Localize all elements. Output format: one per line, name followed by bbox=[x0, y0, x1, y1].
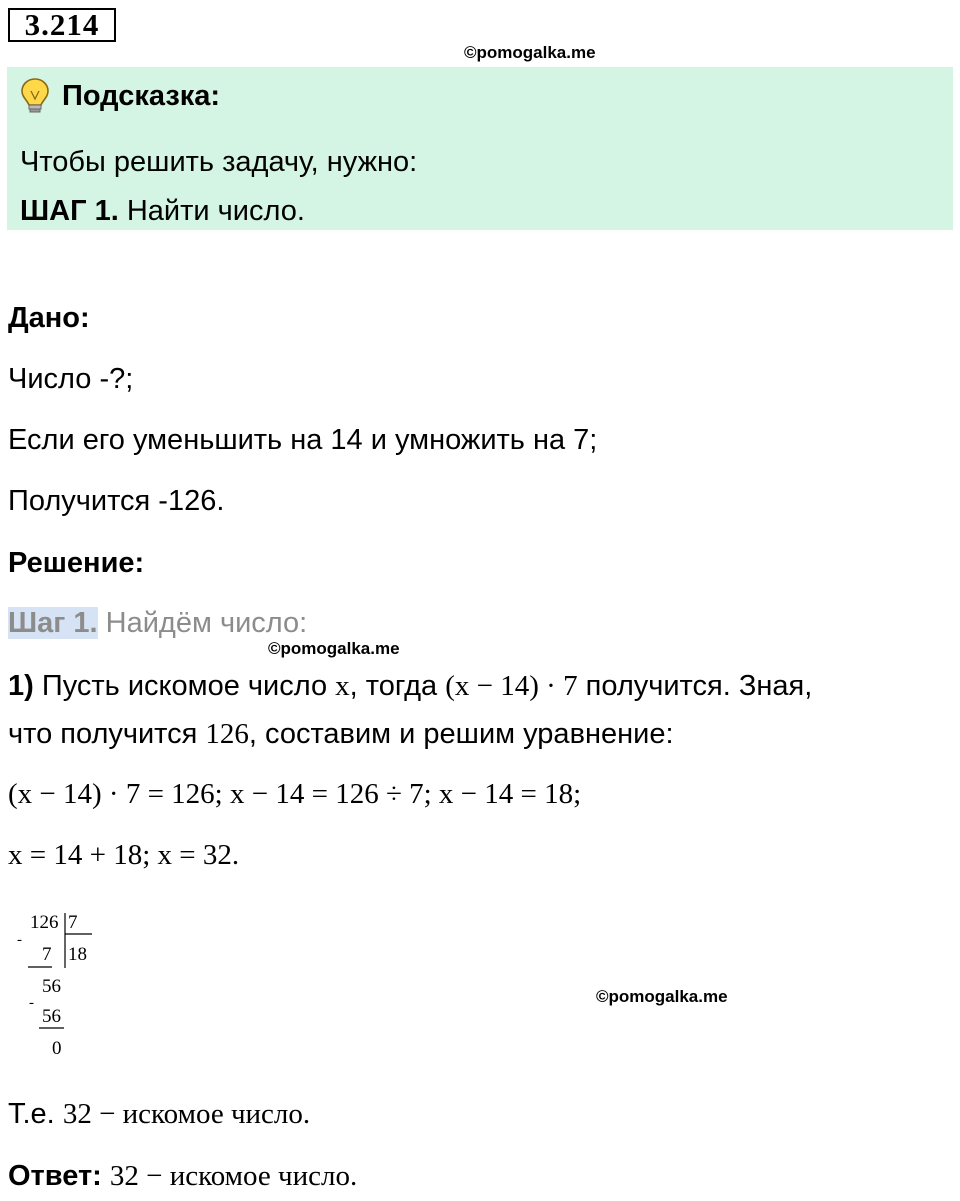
hint-step-text: Найти число. bbox=[118, 195, 305, 227]
task-number: 3.214 bbox=[8, 8, 116, 42]
step-label: Шаг 1. bbox=[8, 607, 98, 639]
answer bbox=[8, 1160, 357, 1193]
watermark-middle: ©pomogalka.me bbox=[268, 639, 400, 658]
given-title: Дано: bbox=[8, 302, 90, 334]
answer-label: Ответ: bbox=[8, 1160, 102, 1192]
ld-dividend: 126 bbox=[30, 912, 59, 933]
step-text: Найдём число: bbox=[97, 607, 308, 639]
answer-math: 32 − искомое число. bbox=[109, 1160, 358, 1192]
long-division bbox=[12, 908, 112, 1058]
hint-step bbox=[20, 195, 305, 228]
watermark-bottom: ©pomogalka.me bbox=[596, 987, 728, 1006]
ld-sub1: 7 bbox=[42, 944, 52, 965]
hint-title: Подсказка: bbox=[62, 80, 221, 112]
variable-x: x bbox=[335, 670, 350, 702]
ld-sub2: 56 bbox=[42, 1006, 61, 1027]
expression: (x − 14) · 7 bbox=[445, 670, 578, 702]
given-line: Число -?; bbox=[8, 363, 134, 395]
watermark-top: ©pomogalka.me bbox=[464, 43, 596, 62]
solution-paragraph-line2: что получится 126, составим и решим уравнение: bbox=[8, 718, 674, 750]
conclusion: Т.е. 32 − искомое число. bbox=[8, 1098, 311, 1130]
hint-line: Чтобы решить задачу, нужно: bbox=[20, 146, 418, 178]
solution-title: Решение: bbox=[8, 547, 145, 579]
ld-rem2: 0 bbox=[52, 1038, 62, 1058]
solution-step bbox=[8, 607, 307, 640]
number-126: 126 bbox=[205, 718, 249, 750]
ld-minus: - bbox=[17, 932, 22, 948]
item-number: 1) bbox=[8, 670, 34, 702]
ld-rem1: 56 bbox=[42, 976, 61, 997]
solution-paragraph-line1: 1) Пусть искомое число x, тогда (x − 14) · 7 получится. Зная, bbox=[8, 670, 813, 702]
ld-minus: - bbox=[29, 995, 34, 1011]
conclusion-math: 32 − искомое число. bbox=[62, 1098, 311, 1130]
hint-step-label: ШАГ 1. bbox=[20, 195, 119, 227]
ld-quotient: 18 bbox=[68, 944, 87, 965]
lightbulb-icon bbox=[20, 77, 50, 115]
given-line: Получится -126. bbox=[8, 485, 225, 517]
equation-line-1: (x − 14) · 7 = 126; x − 14 = 126 ÷ 7; x − 14 = 18; bbox=[8, 778, 582, 810]
given-line: Если его уменьшить на 14 и умножить на 7; bbox=[8, 424, 598, 456]
ld-divisor: 7 bbox=[68, 912, 78, 933]
equation-line-2: x = 14 + 18; x = 32. bbox=[8, 839, 240, 871]
